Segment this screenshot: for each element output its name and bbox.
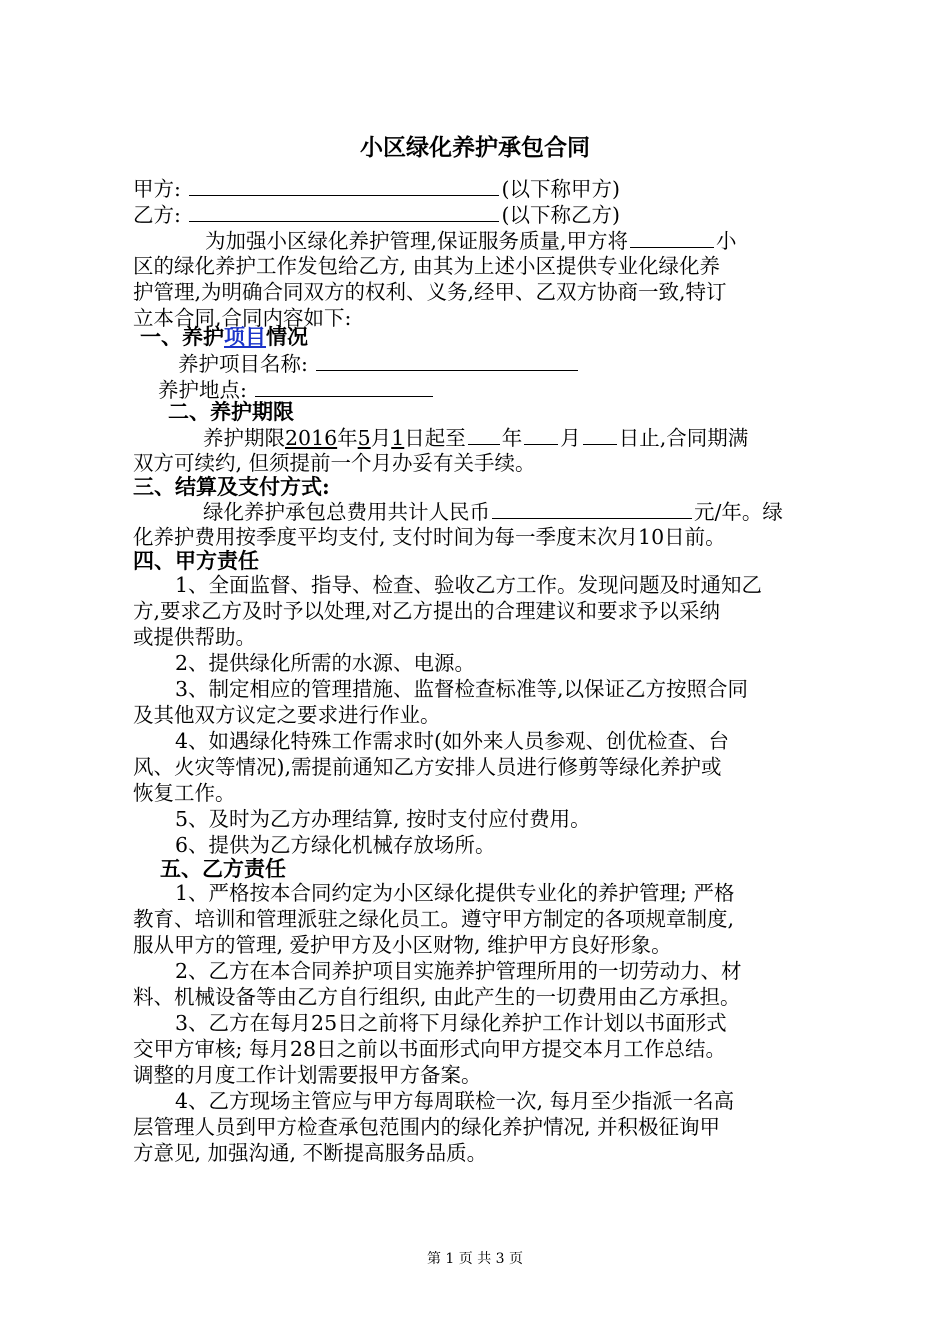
party-b-duty-line: 交甲方审核; 每月28日之前以书面形式向甲方提交本月工作总结。 [133,1037,727,1061]
party-a-duty-line: 恢复工作。 [133,781,236,805]
party-a-duty-line: 3、制定相应的管理措施、监督检查标准等,以保证乙方按照合同 [175,677,749,701]
party-a-label: 甲方: [133,177,181,201]
total-fee-blank[interactable] [492,498,692,519]
payment-line-2: 化养护费用按季度平均支付, 支付时间为每一季度末次月10日前。 [133,525,726,549]
party-b-duty-line: 4、乙方现场主管应与甲方每周联检一次, 每月至少指派一名高 [175,1089,735,1113]
party-b-duty-line: 方意见, 加强沟通, 不断提高服务品质。 [133,1141,488,1165]
end-month-blank[interactable] [524,424,558,445]
section-4-heading: 四、甲方责任 [133,548,259,573]
party-b-line [133,201,833,228]
page-footer: 第 1 页 共 3 页 [426,1251,524,1267]
intro-line-3: 护管理,为明确合同双方的权利、义务,经甲、乙双方协商一致,特订 [133,280,727,304]
end-day-blank[interactable] [583,424,617,445]
payment-line-1: 绿化养护承包总费用共计人民币 元/年。绿 [203,500,783,524]
party-a-blank[interactable] [189,175,499,196]
intro-line-2: 区的绿化养护工作发包给乙方, 由其为上述小区提供专业化绿化养 [133,254,721,278]
term-line-2: 双方可续约, 但须提前一个月办妥有关手续。 [133,451,536,475]
intro-line-1: 为加强小区绿化养护管理,保证服务质量,甲方将 小 [205,229,737,253]
party-b-duty-line: 3、乙方在每月25日之前将下月绿化养护工作计划以书面形式 [175,1011,727,1035]
party-b-blank[interactable] [189,201,499,222]
party-b-duty-line: 料、机械设备等由乙方自行组织, 由此产生的一切费用由乙方承担。 [133,985,741,1009]
party-b-duty-line: 1、严格按本合同约定为小区绿化提供专业化的养护管理; 严格 [175,881,735,905]
party-a-duty-line: 5、及时为乙方办理结算, 按时支付应付费用。 [175,807,591,831]
party-b-label: 乙方: [133,203,181,227]
party-a-suffix: (以下称甲方) [501,177,620,201]
party-a-duty-line: 及其他双方议定之要求进行作业。 [133,703,441,727]
term-line-1: 养护期限2016年5月1日起至 年 月 日止,合同期满 [203,426,749,450]
party-b-duty-line: 2、乙方在本合同养护项目实施养护管理所用的一切劳动力、材 [175,959,742,983]
party-b-duty-line: 调整的月度工作计划需要报甲方备案。 [133,1063,482,1087]
party-a-duty-line: 或提供帮助。 [133,625,256,649]
party-b-duty-line: 服从甲方的管理, 爱护甲方及小区财物, 维护甲方良好形象。 [133,933,672,957]
section-3-heading: 三、结算及支付方式: [133,474,330,499]
party-a-duty-line: 4、如遇绿化特殊工作需求时(如外来人员参观、创优检查、台 [175,729,730,753]
community-name-blank[interactable] [630,227,714,248]
start-year: 2016 [285,426,338,450]
project-name-line: 养护项目名称: [178,350,878,377]
project-link[interactable]: 项目 [224,324,266,349]
section-5-heading: 五、乙方责任 [160,856,286,881]
party-b-duty-line: 层管理人员到甲方检查承包范围内的绿化养护情况, 并积极征询甲 [133,1115,721,1139]
project-name-blank[interactable] [316,350,578,371]
section-1-heading: 一、养护项目情况 [140,324,308,349]
intro-line-4: 立本合同,合同内容如下: [133,306,352,330]
party-b-suffix: (以下称乙方) [501,203,620,227]
location-line: 养护地点: [158,376,858,403]
party-a-duty-line: 1、全面监督、指导、检查、验收乙方工作。发现问题及时通知乙 [175,573,763,597]
section-2-heading: 二、养护期限 [168,399,294,424]
page-title: 小区绿化养护承包合同 [360,134,590,161]
end-year-blank[interactable] [468,424,500,445]
location-blank[interactable] [255,376,433,397]
party-a-duty-line: 方,要求乙方及时予以处理,对乙方提出的合理建议和要求予以采纳 [133,599,721,623]
party-b-duty-line: 教育、培训和管理派驻之绿化员工。遵守甲方制定的各项规章制度, [133,907,735,931]
start-month: 5 [357,426,371,450]
party-a-duty-line: 风、火灾等情况),需提前通知乙方安排人员进行修剪等绿化养护或 [133,755,722,779]
party-a-duty-line: 2、提供绿化所需的水源、电源。 [175,651,476,675]
party-a-duty-line: 6、提供为乙方绿化机械存放场所。 [175,833,496,857]
party-a-line [133,175,833,202]
start-day: 1 [391,426,405,450]
